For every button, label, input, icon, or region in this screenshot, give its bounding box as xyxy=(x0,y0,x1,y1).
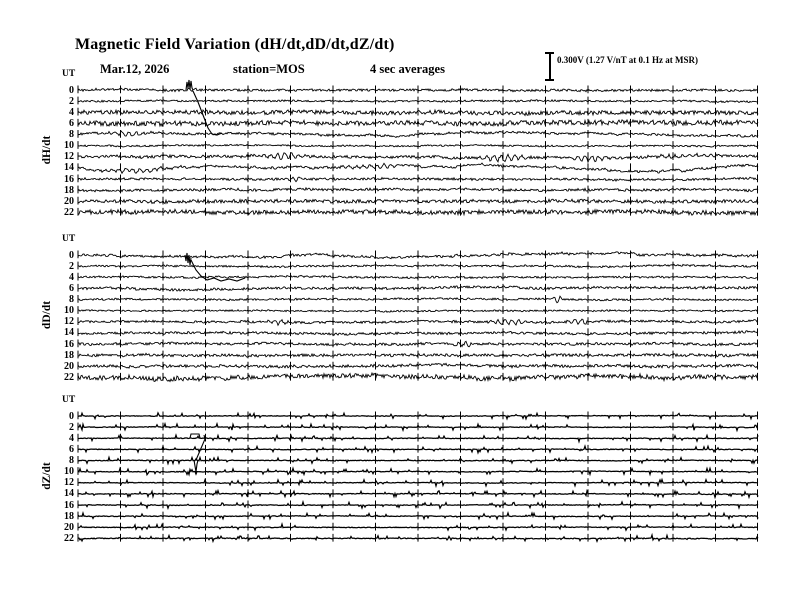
hour-label-dddt-6: 6 xyxy=(69,282,74,294)
hour-label-dddt-18: 18 xyxy=(64,349,74,361)
hour-label-dzdt-4: 4 xyxy=(69,432,74,444)
hour-label-dhdt-8: 8 xyxy=(69,129,74,141)
hour-label-dhdt-4: 4 xyxy=(69,106,74,118)
averaging-label: 4 sec averages xyxy=(370,62,445,76)
hour-label-dddt-12: 12 xyxy=(64,316,74,328)
hour-label-dddt-0: 0 xyxy=(69,249,74,261)
panel-label-dzdt: dZ/dt xyxy=(41,462,53,490)
hour-label-dhdt-6: 6 xyxy=(69,117,74,129)
artifact-dzdt-2 xyxy=(194,460,198,472)
hour-label-dhdt-18: 18 xyxy=(64,184,74,196)
hour-label-dzdt-20: 20 xyxy=(64,521,74,533)
hour-label-dzdt-6: 6 xyxy=(69,443,74,455)
time-ticks-dhdt-h16 xyxy=(78,175,758,183)
time-ticks-dzdt-h22 xyxy=(78,534,758,542)
hour-label-dddt-22: 22 xyxy=(64,371,74,383)
artifact-dddt-0 xyxy=(185,253,191,265)
hour-label-dddt-16: 16 xyxy=(64,338,74,350)
panel-label-dhdt: dH/dt xyxy=(41,135,53,165)
hour-label-dzdt-14: 14 xyxy=(64,488,74,500)
hour-label-dzdt-22: 22 xyxy=(64,532,74,544)
hour-label-dzdt-16: 16 xyxy=(64,499,74,511)
hour-label-dzdt-0: 0 xyxy=(69,410,74,422)
hour-label-dhdt-14: 14 xyxy=(64,162,74,174)
trace-canvas-dddt xyxy=(78,247,758,384)
date-label: Mar.12, 2026 xyxy=(100,62,170,76)
hour-label-dddt-8: 8 xyxy=(69,294,74,306)
ut-label-dhdt: UT xyxy=(62,69,76,79)
hour-label-dzdt-8: 8 xyxy=(69,455,74,467)
scale-bar-icon xyxy=(545,52,554,81)
ut-label-dzdt: UT xyxy=(62,395,76,405)
time-ticks-dzdt-h12 xyxy=(78,478,758,486)
hour-label-dhdt-10: 10 xyxy=(64,140,74,152)
hour-label-dzdt-18: 18 xyxy=(64,510,74,522)
scale-bar-label: 0.300V (1.27 V/nT at 0.1 Hz at MSR) xyxy=(557,55,699,65)
hour-label-dhdt-2: 2 xyxy=(69,95,74,107)
ut-label-dddt: UT xyxy=(62,234,76,244)
hour-label-dzdt-2: 2 xyxy=(69,421,74,433)
scale-bar-line xyxy=(549,54,551,79)
hour-label-dddt-10: 10 xyxy=(64,305,74,317)
panel-label-dddt: dD/dt xyxy=(41,301,53,330)
trace-canvas-dhdt xyxy=(78,82,758,219)
hour-label-dzdt-12: 12 xyxy=(64,477,74,489)
time-ticks-dhdt-h14 xyxy=(78,163,758,171)
station-label: station=MOS xyxy=(233,62,305,76)
hour-label-dhdt-16: 16 xyxy=(64,173,74,185)
chart-title: Magnetic Field Variation (dH/dt,dD/dt,dZ/dt) xyxy=(75,36,395,53)
hour-label-dhdt-22: 22 xyxy=(64,206,74,218)
trace-canvas-dzdt xyxy=(78,408,758,545)
hour-label-dddt-2: 2 xyxy=(69,260,74,272)
hour-label-dddt-4: 4 xyxy=(69,271,74,283)
time-ticks-dhdt-h2 xyxy=(78,97,758,105)
hour-label-dddt-20: 20 xyxy=(64,360,74,372)
hour-label-dddt-14: 14 xyxy=(64,327,74,339)
hour-label-dhdt-12: 12 xyxy=(64,151,74,163)
hour-label-dzdt-10: 10 xyxy=(64,466,74,478)
hour-label-dhdt-20: 20 xyxy=(64,195,74,207)
artifact-dhdt-0 xyxy=(186,80,193,90)
hour-label-dhdt-0: 0 xyxy=(69,84,74,96)
